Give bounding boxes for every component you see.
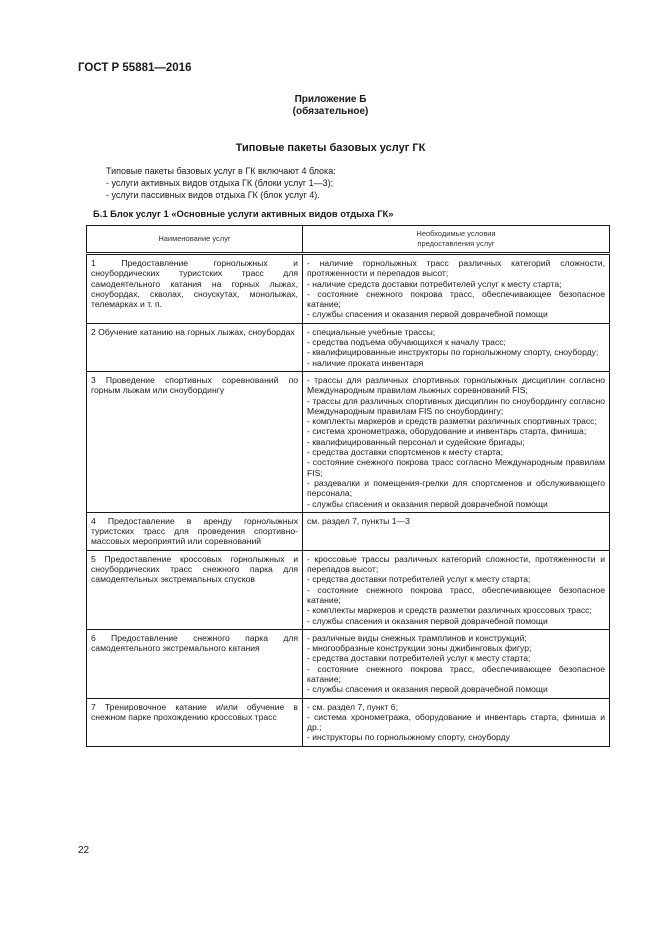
service-conditions-cell bbox=[303, 371, 610, 512]
condition-item: - средства доставки потребителей услуг к месту старта; bbox=[307, 653, 531, 664]
appendix-title: Приложение Б bbox=[294, 94, 367, 105]
services-table bbox=[86, 225, 610, 747]
service-name-cell: 1 Предоставление горнолыжных и сноубордических туристских трасс для самодеятельного катания на горных лыжах, сноубордах, скволах, сноускутах, монолыжах, телемарках и т. п. bbox=[87, 254, 303, 324]
condition-item: - средства подъема обучающихся к началу трасс; bbox=[307, 337, 506, 348]
condition-item: см. раздел 7, пункты 1—3 bbox=[307, 515, 410, 526]
condition-item: - наличие проката инвентаря bbox=[307, 357, 424, 368]
condition-item: - состояние снежного покрова трасс согласно Международным правилам FIS; bbox=[307, 457, 605, 478]
condition-item: - наличие горнолыжных трасс различных категорий сложности, протяженности и перепадов высот; bbox=[307, 258, 605, 279]
table-row bbox=[87, 512, 610, 550]
condition-item: - квалифицированный персонал и судейские бригады; bbox=[307, 436, 525, 447]
section-heading: Б.1 Блок услуг 1 «Основные услуги активных видов отдыха ГК» bbox=[93, 208, 394, 219]
page-number: 22 bbox=[78, 845, 90, 856]
column-header-conditions-line: Необходимые условия bbox=[416, 229, 496, 238]
service-name-cell: 6 Предоставление снежного парка для самодеятельного экстремального катания bbox=[87, 629, 303, 698]
table-row bbox=[87, 629, 610, 698]
column-header-services: Наименование услуг bbox=[87, 226, 303, 254]
condition-item: - специальные учебные трассы; bbox=[307, 326, 436, 337]
condition-item: - различные виды снежных трамплинов и конструкций; bbox=[307, 632, 527, 643]
intro-item: - услуги пассивных видов отдыха ГК (блок услуг 4). bbox=[106, 190, 320, 200]
page-title: Типовые пакеты базовых услуг ГК bbox=[235, 142, 426, 154]
condition-item: - наличие средств доставки потребителей услуг к месту старта; bbox=[307, 278, 562, 289]
table-row bbox=[87, 698, 610, 746]
condition-item: - трассы для различных спортивных дисциплин по сноубордингу согласно Международным правилам FIS по сноубордингу; bbox=[307, 395, 605, 416]
table-header-row bbox=[87, 226, 610, 254]
condition-item: - состояние снежного покрова трасс, обеспечивающее безопасное катание; bbox=[307, 288, 605, 310]
condition-item: - трассы для различных спортивных горнолыжных дисциплин согласно Международным правилам лыжных соревнований FIS; bbox=[307, 374, 605, 396]
service-name-cell: 7 Тренировочное катание и/или обучение в снежном парке прохождению кроссовых трасс bbox=[87, 698, 303, 746]
service-conditions-cell bbox=[303, 254, 610, 324]
intro-text bbox=[106, 165, 336, 201]
condition-item: - раздевалки и помещения-грелки для спортсменов и обслуживающего персонала; bbox=[307, 477, 605, 499]
condition-item: - службы спасения и оказания первой доврачебной помощи bbox=[307, 684, 548, 695]
condition-item: - см. раздел 7, пункт 6; bbox=[307, 701, 398, 712]
condition-item: - квалифицированные инструкторы по горнолыжному спорту, сноуборду; bbox=[307, 347, 599, 358]
condition-item: - состояние снежного покрова трасс, обеспечивающее безопасное катание; bbox=[307, 584, 605, 605]
table-row bbox=[87, 371, 610, 512]
table-row bbox=[87, 254, 610, 324]
intro-lead: Типовые пакеты базовых услуг в ГК включают 4 блока: bbox=[106, 166, 336, 176]
condition-item: - службы спасения и оказания первой доврачебной помощи bbox=[307, 615, 548, 626]
service-conditions-cell bbox=[303, 323, 610, 371]
condition-item: - комплекты маркеров и средств разметки различных спортивных трасс; bbox=[307, 416, 597, 427]
condition-item: - многообразные конструкции зоны джибинговых фигур; bbox=[307, 643, 532, 654]
service-conditions-cell bbox=[303, 550, 610, 629]
condition-item: - средства доставки спортсменов к месту старта; bbox=[307, 447, 504, 458]
service-name-cell: 4 Предоставление в аренду горнолыжных туристских трасс для проведения спортивно-массовых мероприятий или соревнований bbox=[87, 512, 303, 550]
intro-item: - услуги активных видов отдыха ГК (блоки услуг 1—3); bbox=[106, 178, 334, 188]
condition-item: - состояние снежного покрова трасс, обеспечивающее безопасное катание; bbox=[307, 663, 605, 684]
condition-item: - комплекты маркеров и средств разметки различных кроссовых трасс; bbox=[307, 605, 592, 616]
service-conditions-cell bbox=[303, 512, 610, 550]
condition-item: - службы спасения и оказания первой доврачебной помощи bbox=[307, 498, 548, 509]
table-row bbox=[87, 550, 610, 629]
appendix-status: (обязательное) bbox=[292, 106, 369, 117]
condition-item: - система хронометража, оборудование и инвентарь старта, финиша; bbox=[307, 426, 587, 437]
service-name-cell: 2 Обучение катанию на горных лыжах, сноубордах bbox=[87, 323, 303, 371]
column-header-conditions bbox=[303, 226, 610, 254]
service-name-cell: 5 Предоставление кроссовых горнолыжных и сноубордических трасс снежного парка для самодеятельных экстремальных спусков bbox=[87, 550, 303, 629]
service-conditions-cell bbox=[303, 629, 610, 698]
document-id: ГОСТ Р 55881—2016 bbox=[78, 62, 192, 74]
appendix-heading bbox=[0, 94, 661, 118]
service-conditions-cell bbox=[303, 698, 610, 746]
condition-item: - средства доставки потребителей услуг к месту старта; bbox=[307, 574, 531, 585]
condition-item: - система хронометража, оборудование и инвентарь старта, финиша и др.; bbox=[307, 711, 605, 733]
table-row bbox=[87, 323, 610, 371]
condition-item: - кроссовые трассы различных категорий сложности, протяженности и перепадов высот; bbox=[307, 553, 605, 575]
condition-item: - инструкторы по горнолыжному спорту, сноуборду bbox=[307, 732, 510, 743]
column-header-conditions-line: предоставления услуг bbox=[417, 239, 495, 248]
table-body bbox=[87, 254, 610, 747]
service-name-cell: 3 Проведение спортивных соревнований по горным лыжам или сноубордингу bbox=[87, 371, 303, 512]
condition-item: - службы спасения и оказания первой доврачебной помощи bbox=[307, 309, 548, 320]
